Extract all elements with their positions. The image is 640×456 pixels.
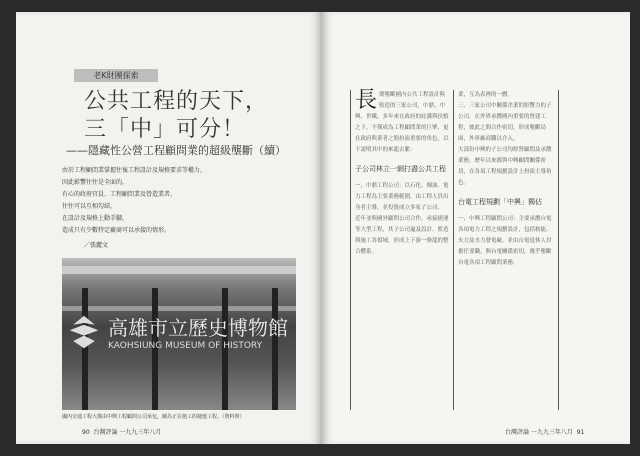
paragraph: 業，互為表裡的一體。 (458, 92, 514, 98)
paragraph: 一、中興工程顧問公司：主要承攬台電各項電力工程之規劃設計，包括核能、火力及水力發電廠，並由台電退休人員擔任要職，與台電關係密切，幾乎壟斷台電各項工程顧問業務。 (458, 216, 552, 266)
photo-caption: 國內交通工程大都由中興工程顧問公司承包，圖為正在施工的捷運工程。（資料照） (62, 414, 245, 420)
lead-line: 有心的政府官員、工程顧問業及營造業者， (62, 191, 177, 198)
page-number-left (82, 427, 161, 436)
drop-cap: 長 (355, 88, 378, 113)
column-rule (558, 90, 559, 410)
page-number: 91 (576, 429, 585, 436)
page-number: 90 (82, 429, 90, 436)
paragraph: 近年並與國外顧問公司合作，承接捷運等大型工程，其子公司遍及設計、監造與施工各領域，形成上下游一條龍的整合體系。 (355, 216, 449, 255)
section-tag: 老K財團探索 (74, 69, 158, 82)
article-subtitle: ——隱藏性公營工程顧問業的超級壟斷（續） (66, 144, 286, 157)
column-rule (350, 90, 351, 410)
paragraph: 一、中鼎工程公司：以石化、煉油、電力工程為主要業務範圍，由工程人員出身者主導，並投資成立多家子公司。 (355, 183, 449, 211)
paragraph: 大部份中興的子公司均經營顧問及承攬業務，歷年以來都與中興顧問關係密切，在各項工程規劃設計上扮演主導角色。 (458, 147, 552, 186)
right-column-2 (458, 90, 552, 269)
museum-watermark (66, 312, 288, 351)
lead-line: 由於工程顧問業掌握往後工程設計及規格要求等權力， (62, 167, 207, 174)
article-title (84, 88, 268, 144)
lead-line: 往往可以互相勾結， (62, 203, 117, 210)
paragraph: 三、三家公司中關係企業的影響力的子公司，在外界承攬國內重要的營建工程，彼此之間合作密切，形成壟斷局面，外界廠商難以介入。 (458, 103, 552, 142)
footer-text: 台灣評論 一九九三年八月 (505, 429, 573, 436)
museum-logo-icon (66, 314, 102, 350)
section-heading: 台電工程規劃「中興」獨佔 (458, 198, 542, 206)
page-number-right (505, 427, 584, 436)
author: ／張麗文 (84, 242, 109, 249)
title-line-2: 三「中」可分！ (84, 117, 246, 142)
article-lead (62, 165, 206, 237)
section-heading: 子公司林立一網打盡公共工程 (355, 165, 446, 173)
lead-line: 造成只有少數特定廠商可以承接的情形。 (62, 227, 171, 234)
title-line-1: 公共工程的天下， (84, 89, 269, 114)
lead-line: 在設計及規格上動手腳， (62, 215, 129, 222)
lead-line: 因此影響往往是全面的， (62, 179, 129, 186)
right-column-1 (355, 90, 449, 258)
photo-beam (62, 266, 296, 274)
watermark-en: KAOHSIUNG MUSEUM OF HISTORY (108, 341, 263, 351)
paragraph: 期壟斷國內公共工程設計與監造的三家公司，中鼎、中興、世曦，多年來在政府的庇護與扶植之下，不僅成為工程顧問業的巨擘，更在政府與業者之間扮演重要的角色，以下說明其中的來龍去脈： (355, 92, 449, 153)
watermark-zh: 高雄市立歷史博物館 (108, 316, 288, 340)
column-rule (453, 90, 454, 410)
photo-beam (62, 306, 296, 311)
footer-text: 台灣評論 一九九三年八月 (93, 429, 162, 436)
